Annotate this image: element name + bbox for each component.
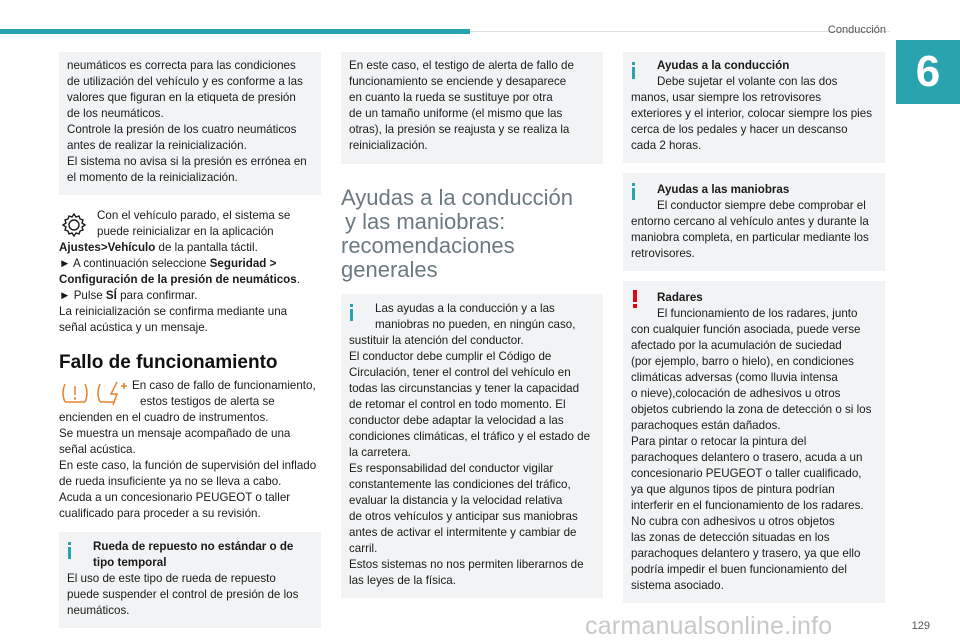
info-title	[631, 58, 877, 74]
text-line: valores que figuran en la etiqueta de presión	[67, 91, 296, 104]
text-line: concesionario PEUGEOT o taller cualificado,	[631, 467, 862, 480]
text-line	[59, 240, 321, 256]
text-line: Estos sistemas no nos permiten liberarnos de	[349, 558, 584, 571]
text-line: Con el vehículo parado, el sistema se	[97, 209, 291, 222]
text-line: antes de activar el intermitente y cambiar de	[349, 526, 577, 539]
column-2	[341, 52, 603, 598]
section-name: Conducción	[827, 24, 886, 36]
text-line: retrovisores.	[631, 247, 695, 260]
menu-path: Configuración de la presión de neumáticos	[59, 273, 297, 286]
text-line: Es responsabilidad del conductor vigilar	[349, 462, 554, 475]
text-line: Se muestra un mensaje acompañado de una	[59, 427, 291, 440]
text-span: ► Pulse	[59, 289, 106, 302]
text-line	[59, 256, 321, 272]
text-line: en cuanto la rueda se sustituye por otra	[349, 91, 553, 104]
text-line: funcionamiento se enciende y desaparece	[349, 75, 567, 88]
header-accent-bar	[0, 29, 470, 34]
text-span: .	[296, 273, 300, 286]
text-line: El sistema no avisa si la presión es errónea en	[67, 155, 307, 168]
text-line: cualificado para proceder a su revisión.	[59, 507, 261, 520]
text-line: climáticas adversas (como lluvia intensa	[631, 371, 838, 384]
text-line: sistema asociado.	[631, 579, 724, 592]
text-line: todas las circunstancias y tener la capacidad	[349, 382, 580, 395]
text-line: exteriores y el interior, colocar siempre los pies	[631, 107, 872, 120]
info-icon	[631, 183, 636, 200]
info-title-text: Rueda de repuesto no estándar o de	[93, 540, 294, 553]
info-title	[67, 539, 313, 555]
text-line	[59, 272, 321, 288]
text-line: afectado por la acumulación de suciedad	[631, 339, 842, 352]
text-line: las zonas de detección situadas en los	[631, 531, 830, 544]
title-line: recomendaciones	[341, 233, 515, 258]
text-line: señal acústica.	[59, 443, 136, 456]
title-line: Ayudas a la conducción	[341, 185, 573, 210]
info-title-text: Ayudas a las maniobras	[657, 183, 790, 196]
radar-warning-box	[623, 281, 885, 603]
info-icon	[349, 304, 354, 321]
info-title	[67, 555, 313, 571]
text-line: maniobras no pueden, en ningún caso,	[375, 318, 576, 331]
driving-aids-info-box	[341, 294, 603, 598]
text-line: de los neumáticos.	[67, 107, 164, 120]
tire-fault-icon	[95, 378, 129, 408]
text-line: ya que algunos tipos de pintura podrían	[631, 483, 835, 496]
reinit-section	[59, 208, 321, 336]
text-line: de retomar el control en todo momento. El	[349, 398, 566, 411]
info-title	[631, 182, 877, 198]
text-line: cerca de los pedales y hacer un descanso	[631, 123, 848, 136]
text-line: la carretera.	[349, 446, 411, 459]
spare-wheel-continued-box	[341, 52, 603, 164]
fallo-section	[59, 378, 321, 522]
text-line: conductor debe adaptar la velocidad a las	[349, 414, 564, 427]
text-line: El conductor debe cumplir el Código de	[349, 350, 552, 363]
text-line: puede suspender el control de presión de los	[67, 588, 299, 601]
text-line: Para pintar o retocar la pintura del	[631, 435, 807, 448]
text-line: En caso de fallo de funcionamiento,	[132, 379, 316, 392]
text-line: La reinicialización se confirma mediante una	[59, 305, 288, 318]
text-line: carril.	[349, 542, 378, 555]
text-line: sustituir la atención del conductor.	[349, 334, 524, 347]
text-line: otras), la presión se reajusta y se realiza la	[349, 123, 570, 136]
title-line: y las maniobras:	[345, 209, 506, 234]
manoeuvre-aid-box	[623, 173, 885, 271]
text-line: manos, usar siempre los retrovisores	[631, 91, 822, 104]
tpms-note-box	[59, 52, 321, 195]
text-line: (por ejemplo, barro o hielo), en condiciones	[631, 355, 854, 368]
text-line: entorno cercano al vehículo antes y durante la	[631, 215, 869, 228]
text-line: las leyes de la física.	[349, 574, 456, 587]
text-line: condiciones climáticas, el tráfico y el estado de	[349, 430, 591, 443]
text-line: Acuda a un concesionario PEUGEOT o taller	[59, 491, 291, 504]
column-3	[623, 52, 885, 603]
text-line: maniobra completa, en particular mediante los	[631, 231, 869, 244]
text-line: de utilización del vehículo y es conforme a las	[67, 75, 303, 88]
text-line	[59, 288, 321, 304]
warning-title-text: Radares	[657, 291, 703, 304]
text-line: evaluar la distancia y la velocidad relativa	[349, 494, 563, 507]
menu-path: Ajustes>Vehículo	[59, 241, 156, 254]
text-line: El funcionamiento de los radares, junto	[657, 307, 858, 320]
info-title-text: tipo temporal	[93, 556, 167, 569]
text-line: de un tamaño uniforme (el mismo que las	[349, 107, 563, 120]
text-span: ► A continuación seleccione	[59, 257, 210, 270]
text-line: encienden en el cuadro de instrumentos.	[59, 411, 269, 424]
info-icon	[631, 62, 636, 79]
menu-path: Seguridad >	[209, 257, 277, 270]
text-line: objetos cubriendo la zona de detección o si los	[631, 403, 872, 416]
text-line: de rueda insuficiente ya no se lleva a cabo.	[59, 475, 282, 488]
gear-icon	[59, 210, 89, 240]
warning-title	[631, 290, 877, 306]
text-line: parachoques delantero o trasero, acuda a un	[631, 451, 863, 464]
watermark: carmanualsonline.info	[585, 612, 833, 640]
text-line: antes de realizar la reinicialización.	[67, 139, 247, 152]
text-line: Controle la presión de los cuatro neumáticos	[67, 123, 297, 136]
page-number: 129	[911, 620, 930, 632]
text-line: o nieve),colocación de adhesivos u otros	[631, 387, 841, 400]
text-line: podría impedir el buen funcionamiento del	[631, 563, 847, 576]
text-line: el momento de la reinicialización.	[67, 171, 238, 184]
text-line: reinicialización.	[349, 139, 428, 152]
text-line: El conductor siempre debe comprobar el	[657, 199, 866, 212]
section-title	[341, 186, 603, 282]
text-line: Debe sujetar el volante con las dos	[657, 75, 838, 88]
text-line: señal acústica y un mensaje.	[59, 321, 208, 334]
info-icon	[67, 542, 72, 559]
text-line: interferir en el funcionamiento de los radares.	[631, 499, 864, 512]
text-line: El uso de este tipo de rueda de repuesto	[67, 572, 276, 585]
text-line: de otros vehículos y anticipar sus maniobras	[349, 510, 578, 523]
title-line: generales	[341, 257, 438, 282]
text-span: para confirmar.	[116, 289, 198, 302]
text-line: En este caso, la función de supervisión del inflado	[59, 459, 317, 472]
tire-warning-icon	[59, 378, 91, 408]
text-line: Circulación, tener el control del vehículo en	[349, 366, 571, 379]
text-line: estos testigos de alerta se	[140, 395, 275, 408]
text-line: En este caso, el testigo de alerta de fallo de	[349, 59, 574, 72]
text-line: Las ayudas a la conducción y a las	[375, 302, 555, 315]
text-line: No cubra con adhesivos u otros objetos	[631, 515, 835, 528]
text-line: puede reinicializar en la aplicación	[97, 225, 274, 238]
chapter-number: 6	[896, 40, 960, 104]
fallo-title: Fallo de funcionamiento	[59, 352, 278, 373]
text-span: de la pantalla táctil.	[155, 241, 258, 254]
text-line: parachoques están dañados.	[631, 419, 781, 432]
text-line: con cualquier función asociada, puede verse	[631, 323, 861, 336]
button-label-ref: SÍ	[105, 289, 117, 302]
info-title-text: Ayudas a la conducción	[657, 59, 790, 72]
text-line: parachoques delantero y trasero, ya que ello	[631, 547, 861, 560]
text-line: cada 2 horas.	[631, 139, 702, 152]
column-1	[59, 52, 321, 628]
driving-aid-box	[623, 52, 885, 163]
text-line: neumáticos es correcta para las condiciones	[67, 59, 296, 72]
spare-wheel-info-box	[59, 532, 321, 628]
text-line: neumáticos.	[67, 604, 130, 617]
warning-icon	[633, 290, 637, 308]
text-line: constantemente las condiciones del tráfico,	[349, 478, 571, 491]
